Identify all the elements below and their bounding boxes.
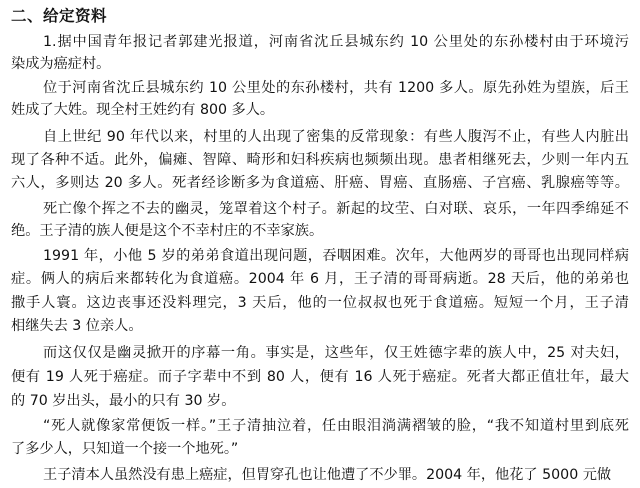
text-line: 王子清本人虽然没有患上癌症，但胃穿孔也让他遭了不少罪。2004 年，他花了 5000 元做 <box>43 467 612 483</box>
text-line: 的 70 岁出头，最小的只有 30 岁。 <box>11 393 236 409</box>
text-line: 姓成了大姓。现全村王姓约有 800 多人。 <box>11 102 275 118</box>
text-line: 自上世纪 90 年代以来，村里的人出现了密集的反常现象：有些人腹泻不止，有些人内脏出 <box>43 129 629 145</box>
text-line: 位于河南省沈丘县城东约 10 公里处的东孙楼村，共有 1200 多人。原先孙姓为望族，后王 <box>43 80 629 96</box>
text-line: 现了各种不适。此外，偏瘫、智障、畸形和妇科疾病也频频出现。患者相继死去，少则一年内五 <box>11 152 629 168</box>
text-line: 绝。王子清的族人便是这个不幸村庄的不幸家族。 <box>11 223 324 239</box>
text-line: 便有 19 人死于癌症。而子字辈中不到 80 人，便有 16 人死于癌症。死者大都正值壮年，最大 <box>11 369 629 385</box>
text-line: 症。俩人的病后来都转化为食道癌。2004 年 6 月，王子清的哥哥病逝。28 天后，他的弟弟也 <box>11 271 629 287</box>
text-line: 染成为癌症村。 <box>11 56 111 72</box>
text-line: 1.据中国青年报记者郭建光报道，河南省沈丘县城东约 10 公里处的东孙楼村由于环境污 <box>43 34 629 50</box>
text-line: 而这仅仅是幽灵掀开的序幕一角。事实是，这些年，仅王姓德字辈的族人中，25 对夫妇， <box>43 345 629 361</box>
text-line: 死亡像个挥之不去的幽灵，笼罩着这个村子。新起的坟茔、白对联、哀乐，一年四季绵延不 <box>43 201 629 217</box>
text-line: 六人，多则达 20 多人。死者经诊断多为食道癌、肝癌、胃癌、直肠癌、子宫癌、乳腺癌等等。 <box>11 175 629 191</box>
text-line: 撒手人寰。这边丧事还没料理完，3 天后，他的一位叔叔也死于食道癌。短短一个月，王子清 <box>11 295 629 311</box>
text-line: 了多少人，只知道一个接一个地死。” <box>11 441 239 457</box>
text-line: 相继失去 3 位亲人。 <box>11 318 143 334</box>
section-heading: 二、给定资料 <box>11 7 108 25</box>
text-line: 1991 年，小他 5 岁的弟弟食道出现问题，吞咽困难。次年，大他两岁的哥哥也出现同样病 <box>43 248 629 264</box>
text-line: “死人就像家常便饭一样。”王子清抽泣着，任由眼泪淌满褶皱的脸，“我不知道村里到底死 <box>43 418 629 434</box>
